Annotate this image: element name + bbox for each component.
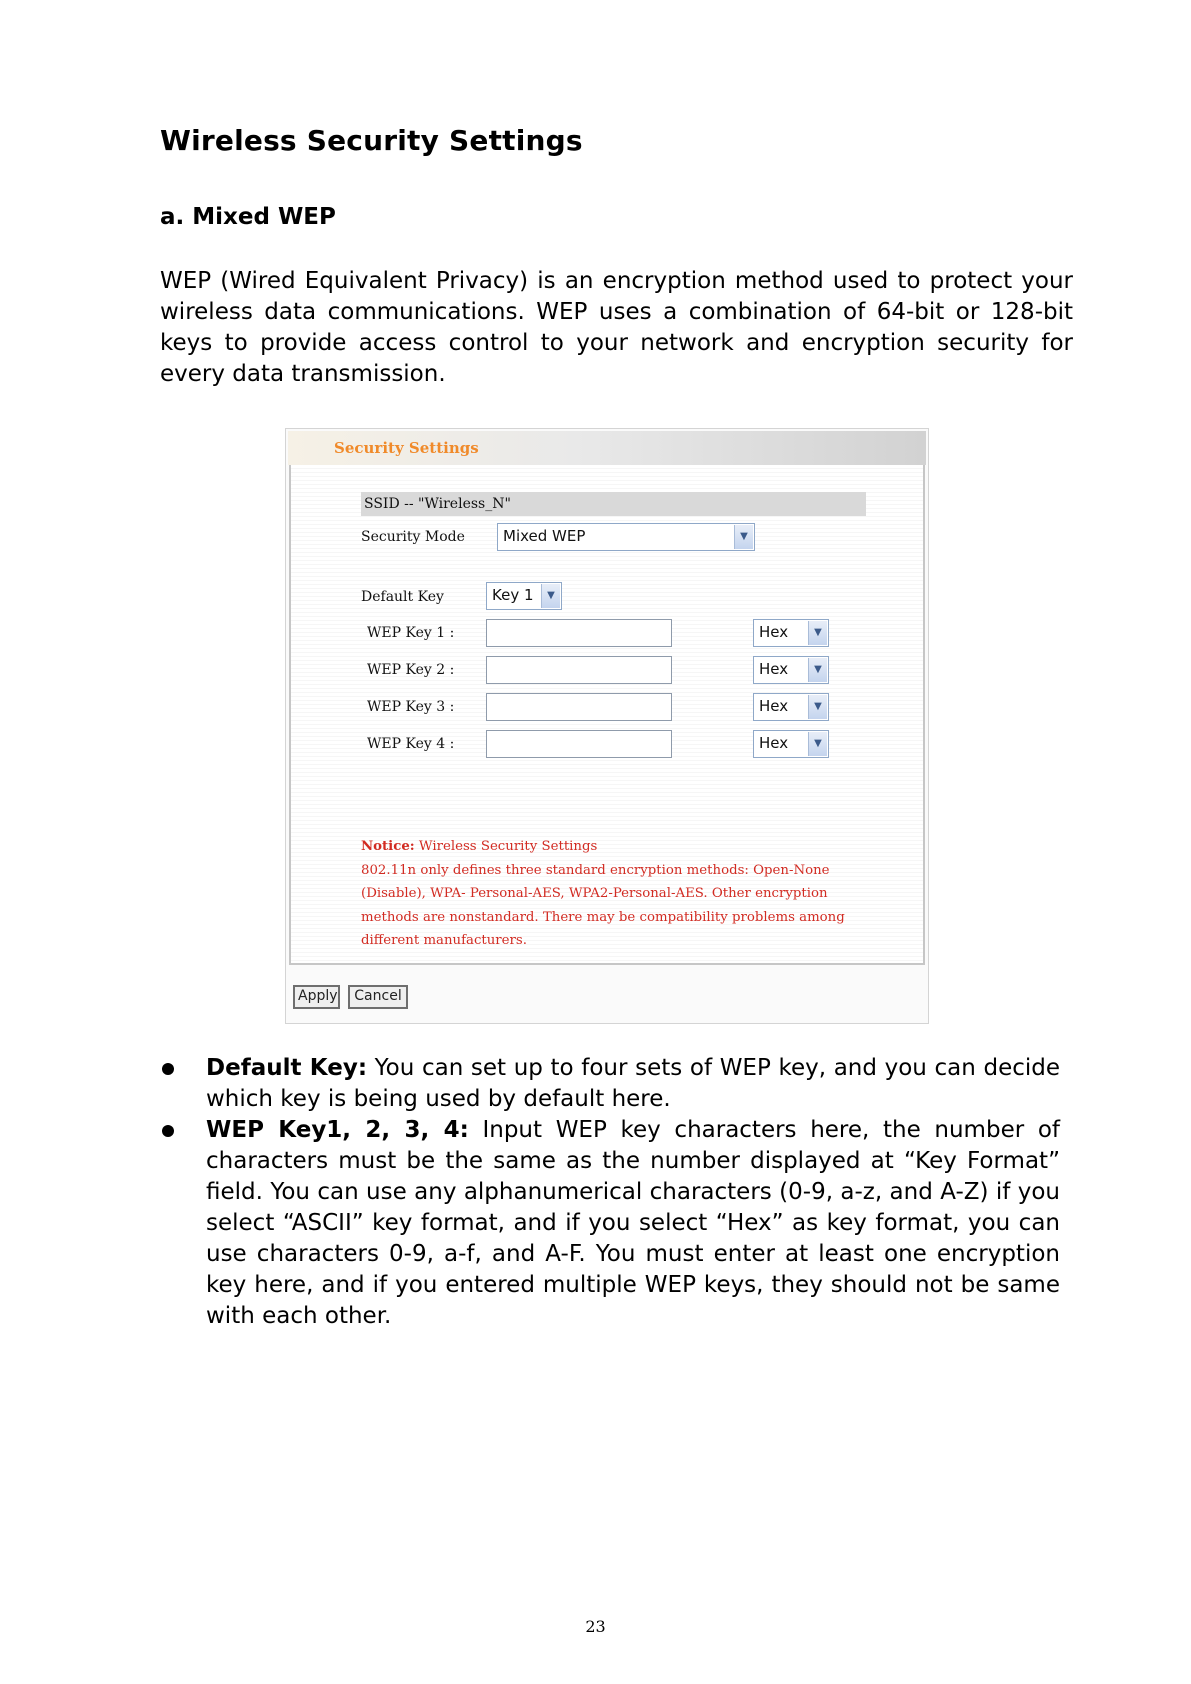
wep-key-1-format-select[interactable] [753,619,829,647]
security-settings-screenshot [285,428,929,1024]
wep-key-4-format: Hex [759,734,789,752]
screenshot-header-title: Security Settings [334,439,479,457]
wep-key-1-format: Hex [759,623,789,641]
security-mode-value: Mixed WEP [503,527,586,545]
chevron-down-icon: ▼ [808,732,827,756]
wep-key-2-input[interactable] [486,656,672,684]
bullet-term-wep-keys: WEP Key1, 2, 3, 4: [206,1117,469,1143]
default-key-value: Key 1 [492,586,534,604]
chevron-down-icon: ▼ [808,658,827,682]
bullet-text-wep-keys: Input WEP key characters here, the number of characters must be the same as the number displayed at “Key Format” field. You can use any alphanumerical characters (0-9, a-z, and A-Z) if you select “ASCII” key format, and if you select “Hex” as key format, you can use characters 0-9, a-f, and A-F. You must enter at least one encryption key here, and if you entered multiple WEP keys, they should not be same with each other. [206,1117,1061,1329]
screenshot-header [288,431,926,465]
notice-block [361,835,861,953]
wep-key-3-input[interactable] [486,693,672,721]
section-title: a. Mixed WEP [160,204,336,230]
chevron-down-icon: ▼ [808,621,827,645]
bullet-text-default-key: You can set up to four sets of WEP key, and you can decide which key is being used by default here. [206,1055,1061,1112]
page-title: Wireless Security Settings [160,124,583,157]
page-number: 23 [585,1617,606,1636]
ssid-label: SSID -- "Wireless_N" [364,496,511,512]
security-mode-select[interactable] [497,523,755,551]
bullet-term-default-key: Default Key: [206,1055,368,1081]
wep-key-4-format-select[interactable] [753,730,829,758]
list-item [160,1115,1060,1332]
wep-key-4-label: WEP Key 4 : [367,736,455,752]
wep-key-2-format: Hex [759,660,789,678]
default-key-select[interactable] [486,582,562,610]
wep-key-3-label: WEP Key 3 : [367,699,455,715]
list-item [160,1053,1060,1115]
wep-key-4-input[interactable] [486,730,672,758]
intro-paragraph: WEP (Wired Equivalent Privacy) is an encryption method used to protect your wireless data communications. WEP uses a combination of 64-bit or 128-bit keys to provide access control to your network and encryption security for every data transmission. [160,268,1073,387]
wep-key-3-format: Hex [759,697,789,715]
wep-key-2-format-select[interactable] [753,656,829,684]
chevron-down-icon: ▼ [734,525,753,549]
chevron-down-icon: ▼ [541,584,560,608]
wep-key-1-input[interactable] [486,619,672,647]
notice-body: 802.11n only defines three standard encryption methods: Open-None (Disable), WPA- Personal-AES, WPA2-Personal-AES. Other encryption methods are nonstandard. There may be compatibility problems among different manufacturers. [361,862,845,948]
security-mode-label: Security Mode [361,529,465,545]
wep-key-2-label: WEP Key 2 : [367,662,455,678]
chevron-down-icon: ▼ [808,695,827,719]
notice-label: Notice: [361,839,415,854]
settings-panel [289,465,925,965]
bullet-list [160,1053,1060,1332]
default-key-label: Default Key [361,589,444,605]
wep-key-1-label: WEP Key 1 : [367,625,455,641]
cancel-button[interactable]: Cancel [348,985,408,1009]
wep-key-3-format-select[interactable] [753,693,829,721]
notice-title: Wireless Security Settings [418,839,598,854]
apply-button[interactable]: Apply [293,985,340,1009]
